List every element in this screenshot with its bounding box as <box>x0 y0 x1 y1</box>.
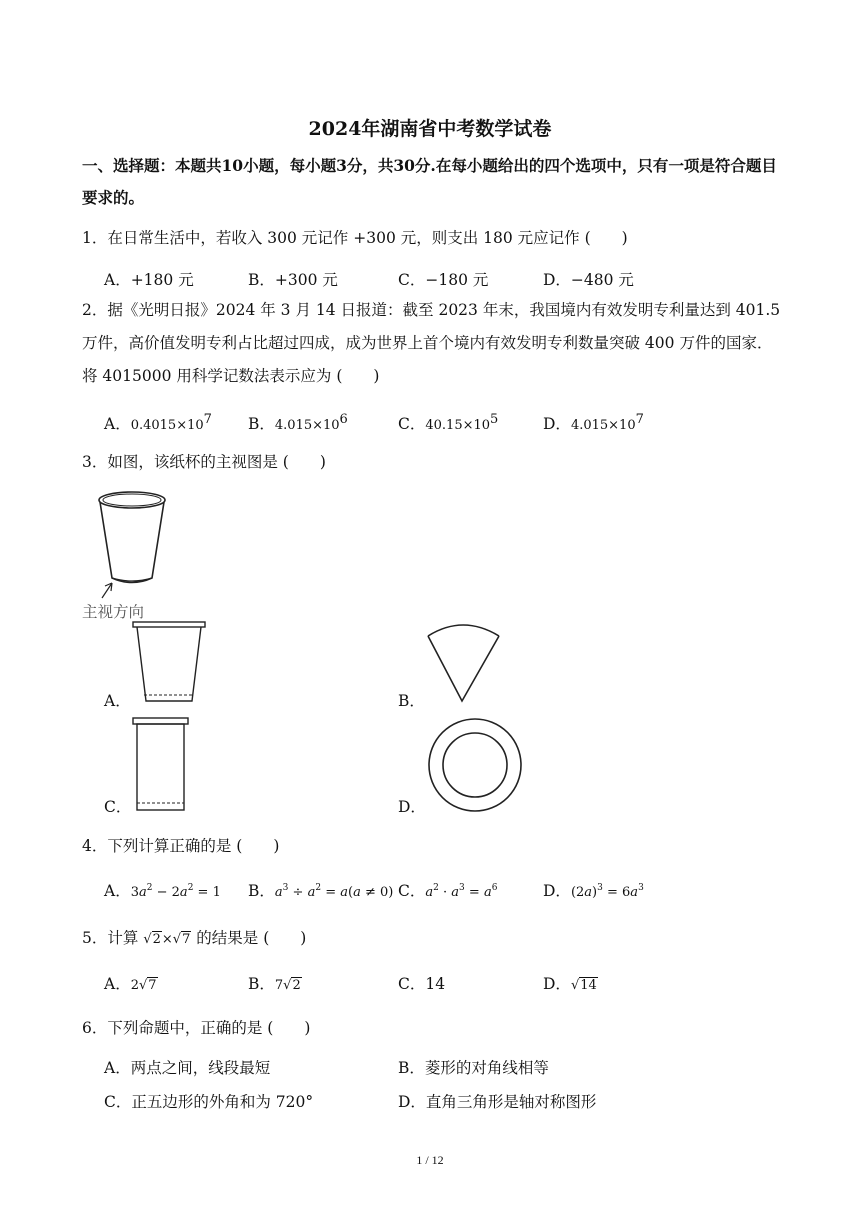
q4-option-b-label: B． <box>248 882 275 900</box>
q5-option-a-formula: 2√7 <box>130 978 157 993</box>
q2-option-a-label: A． <box>104 415 131 433</box>
q4-option-a-formula: $3a^2 - 2a^2 = 1$ <box>130 883 221 900</box>
q2-option-a-exp: 7 <box>203 412 212 427</box>
q2-option-c[interactable] <box>398 414 498 436</box>
q2-option-b-label: B． <box>248 415 275 433</box>
q4-option-a[interactable] <box>104 881 221 903</box>
q1-option-b[interactable]: B．+300 元 <box>248 271 338 289</box>
q5-option-d[interactable] <box>543 974 598 996</box>
q1-option-a[interactable]: A．+180 元 <box>104 271 194 289</box>
q4-option-c-formula: $a^2 \cdot a^3 = a^6$ <box>425 883 498 900</box>
q5-option-b-formula: 7√2 <box>274 978 301 993</box>
q2-option-d[interactable] <box>543 414 644 436</box>
q2-option-d-label: D． <box>543 415 571 433</box>
q4-option-b[interactable] <box>248 881 393 903</box>
q4-option-d-formula: $(2a)^3 = 6a^3$ <box>570 883 644 900</box>
q5-expression: √2×√7 <box>143 932 191 947</box>
q2-option-c-label: C． <box>398 415 426 433</box>
q5-option-d-formula: √14 <box>570 978 597 993</box>
paper-cup-figure <box>90 485 180 615</box>
q1-option-d[interactable]: D．−480 元 <box>543 271 634 289</box>
question-3: 3．如图，该纸杯的主视图是 ( ) <box>82 453 326 471</box>
q1-option-c[interactable]: C．−180 元 <box>398 271 489 289</box>
q4-option-b-formula: $a^3 \div a^2 = a(a \ne 0)$ <box>274 883 394 900</box>
q3-option-b-label[interactable]: B． <box>398 692 425 710</box>
q4-option-d[interactable] <box>543 881 644 903</box>
q2-option-a-base: 0.4015×10 <box>130 418 204 433</box>
section-heading: 一、选择题：本题共10小题，每小题3分，共30分.在每小题给出的四个选项中，只有一项是符合题目要求的。 <box>82 156 777 207</box>
page-number: 1 / 12 <box>416 1153 444 1167</box>
q2-option-d-exp: 7 <box>635 412 644 427</box>
q3-option-c-figure[interactable] <box>130 715 210 815</box>
q2-option-a[interactable] <box>104 414 212 436</box>
question-2: 2．据《光明日报》2024 年 3 月 14 日报道：截至 2023 年末，我国境内有效发明专利量达到 401.5 万件，高价值发明专利占比超过四成，成为世界上首个境内有效发明专利数量突破 400 万件的国家．将 4015000 用科学记数法表示应为 ( ) <box>82 301 781 385</box>
q3-option-a-label[interactable]: A． <box>104 692 131 710</box>
q3-option-a-figure[interactable] <box>130 620 210 705</box>
q5-prefix: 5．计算 <box>82 929 139 947</box>
question-5 <box>82 928 306 950</box>
q5-option-d-label: D． <box>543 975 571 993</box>
q2-option-d-base: 4.015×10 <box>570 418 636 433</box>
q6-option-a[interactable]: A．两点之间，线段最短 <box>104 1059 271 1077</box>
q4-option-c-label: C． <box>398 882 426 900</box>
view-direction-caption: 主视方向 <box>82 603 145 621</box>
q5-option-a[interactable] <box>104 974 158 996</box>
question-6: 6．下列命题中，正确的是 ( ) <box>82 1019 311 1037</box>
q6-option-d[interactable]: D．直角三角形是轴对称图形 <box>398 1093 597 1111</box>
q5-option-c-value: 14 <box>425 975 446 993</box>
q5-option-b[interactable] <box>248 974 302 996</box>
question-1: 1．在日常生活中，若收入 300 元记作 +300 元，则支出 180 元应记作 ( ) <box>82 229 628 247</box>
q2-option-b[interactable] <box>248 414 348 436</box>
q6-option-c[interactable]: C．正五边形的外角和为 720° <box>104 1093 314 1111</box>
q5-option-b-label: B． <box>248 975 275 993</box>
q5-option-a-label: A． <box>104 975 131 993</box>
question-4: 4．下列计算正确的是 ( ) <box>82 837 280 855</box>
q2-option-c-exp: 5 <box>490 412 499 427</box>
q4-option-a-label: A． <box>104 882 131 900</box>
q3-option-b-figure[interactable] <box>425 620 510 705</box>
q5-suffix: 的结果是 ( ) <box>196 929 307 947</box>
page-title: 2024年湖南省中考数学试卷 <box>308 118 552 140</box>
q2-option-b-base: 4.015×10 <box>274 418 340 433</box>
q3-option-c-label[interactable]: C． <box>104 798 132 816</box>
q2-option-b-exp: 6 <box>339 412 348 427</box>
q6-option-b[interactable]: B．菱形的对角线相等 <box>398 1059 549 1077</box>
q3-option-d-label[interactable]: D． <box>398 798 426 816</box>
q5-option-c[interactable] <box>398 974 445 994</box>
q2-option-c-base: 40.15×10 <box>425 418 491 433</box>
q4-option-d-label: D． <box>543 882 571 900</box>
q4-option-c[interactable] <box>398 881 497 903</box>
q5-option-c-label: C． <box>398 975 426 993</box>
q3-option-d-figure[interactable] <box>428 718 528 818</box>
